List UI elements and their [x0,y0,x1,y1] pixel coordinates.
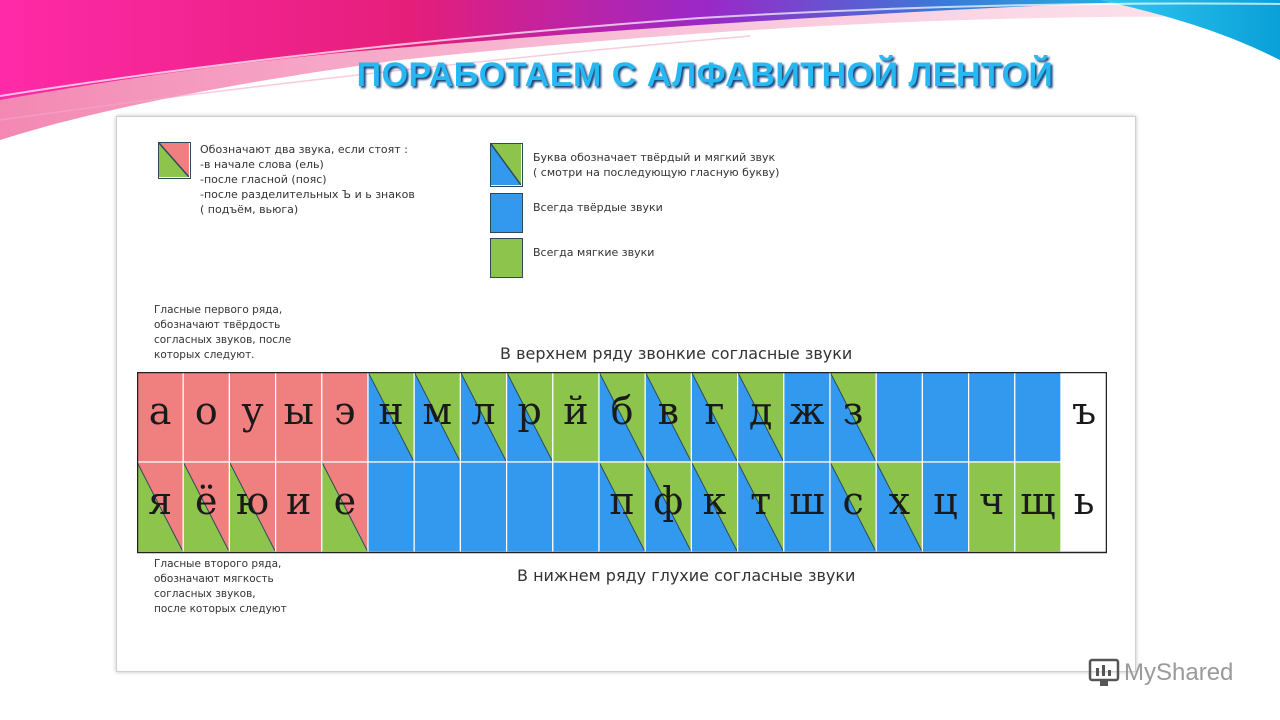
tape-cell-top [876,372,922,462]
tape-letter: х [888,479,911,523]
tape-letter: г [704,389,725,433]
tape-letter: а [148,389,172,433]
tape-cell-top [784,372,830,462]
tape-letter: ё [195,479,218,523]
text-line: Гласные первого ряда, [154,304,283,316]
text-line: обозначают мягкость [154,573,274,585]
text-line: ( подъём, вьюга) [200,203,299,216]
tape-cell-top [322,372,368,462]
text-line: согласных звуков, после [154,334,292,346]
tape-cell-bottom [368,462,414,552]
label-bottom-row: В нижнем ряду глухие согласные звуки [517,566,856,585]
tape-cell-top [368,372,414,462]
tape-cell-top [137,372,183,462]
tape-cell-bottom [183,462,229,552]
legend-always-hard: Всегда твёрдые звуки [533,201,663,214]
tape-letter: т [750,479,772,523]
myshared-logo-icon [1088,658,1120,688]
tape-letter: н [378,389,404,433]
tape-cell-bottom [1061,462,1107,552]
tape-letter: я [148,479,173,523]
tape-cell-bottom [137,462,183,552]
tape-letter: й [563,389,589,433]
tape-cell-bottom [645,462,691,552]
tape-letter: ы [283,389,314,433]
tape-cell-top [414,372,460,462]
tape-letter: э [334,389,356,433]
tape-cell-bottom [322,462,368,552]
tape-cell-top [507,372,553,462]
tape-letter: ю [235,479,270,523]
tape-cell-bottom [969,462,1015,552]
tape-cell-bottom [460,462,506,552]
tape-letter: ж [789,389,825,433]
note-first-row-vowels [154,303,291,363]
legend-hard-soft-text [533,150,779,180]
legend-always-soft: Всегда мягкие звуки [533,246,655,259]
text-line: обозначают твёрдость [154,319,281,331]
tape-letter: у [241,389,264,433]
text-line: -после гласной (пояс) [200,173,327,186]
tape-cell-bottom [276,462,322,552]
label-top-row: В верхнем ряду звонкие согласные звуки [500,344,853,363]
tape-cell-top [183,372,229,462]
tape-letter: ъ [1072,389,1097,433]
tape-cell-bottom [922,462,968,552]
tape-cell-top [922,372,968,462]
tape-cell-bottom [738,462,784,552]
tape-cell-bottom [1015,462,1061,552]
legend-swatch-hard-icon [490,193,523,233]
legend-swatch-hard-soft-icon [490,143,523,187]
tape-cell-bottom [784,462,830,552]
text-line: Обозначают два звука, если стоят : [200,143,408,156]
text-line: -в начале слова (ель) [200,158,324,171]
tape-letter: ь [1073,479,1095,523]
tape-letter: п [609,479,635,523]
tape-cell-bottom [599,462,645,552]
tape-letter: ч [979,479,1005,523]
tape-cell-bottom [553,462,599,552]
tape-cell-bottom [876,462,922,552]
alphabet-tape [137,372,1107,554]
text-line: после которых следуют [154,603,287,615]
myshared-logo [1088,658,1233,688]
tape-cell-top [1015,372,1061,462]
tape-cell-top [738,372,784,462]
text-line: -после разделительных Ъ и ь знаков [200,188,415,201]
tape-letter: ц [933,479,958,523]
tape-cell-top [229,372,275,462]
legend-swatch-soft-icon [490,238,523,278]
tape-letter: л [471,389,496,433]
tape-letter: з [842,389,864,433]
tape-cell-top [830,372,876,462]
legend-two-sounds-text [200,142,415,217]
tape-letter: в [657,389,680,433]
tape-letter: и [286,479,312,523]
text-line: которых следуют. [154,349,255,361]
tape-cell-top [691,372,737,462]
tape-cell-top [460,372,506,462]
myshared-logo-text: MyShared [1124,659,1234,686]
tape-cell-top [969,372,1015,462]
tape-cell-top [645,372,691,462]
tape-letter: к [702,479,727,523]
tape-cell-bottom [691,462,737,552]
note-second-row-vowels [154,557,287,617]
tape-letter: д [748,389,773,433]
text-line: Гласные второго ряда, [154,558,282,570]
text-line: ( смотри на последующую гласную букву) [533,166,780,179]
tape-cell-top [276,372,322,462]
tape-cell-bottom [507,462,553,552]
tape-cell-top [553,372,599,462]
tape-letter: м [422,389,453,433]
tape-cell-top [1061,372,1107,462]
tape-letter: с [842,479,864,523]
tape-letter: р [517,389,542,433]
legend-swatch-two-sounds-icon [158,142,191,179]
tape-letter: е [333,479,357,523]
text-line: согласных звуков, [154,588,256,600]
tape-letter: щ [1020,479,1056,523]
tape-letter: ф [653,479,684,523]
text-line: Буква обозначает твёрдый и мягкий звук [533,151,776,164]
tape-cell-bottom [229,462,275,552]
tape-letter: ш [789,479,825,523]
tape-cell-top [599,372,645,462]
slide-title: ПОРАБОТАЕМ С АЛФАВИТНОЙ ЛЕНТОЙ [356,56,1054,94]
tape-letter: б [610,389,634,433]
tape-cell-bottom [830,462,876,552]
tape-letter: о [194,389,218,433]
tape-cell-bottom [414,462,460,552]
